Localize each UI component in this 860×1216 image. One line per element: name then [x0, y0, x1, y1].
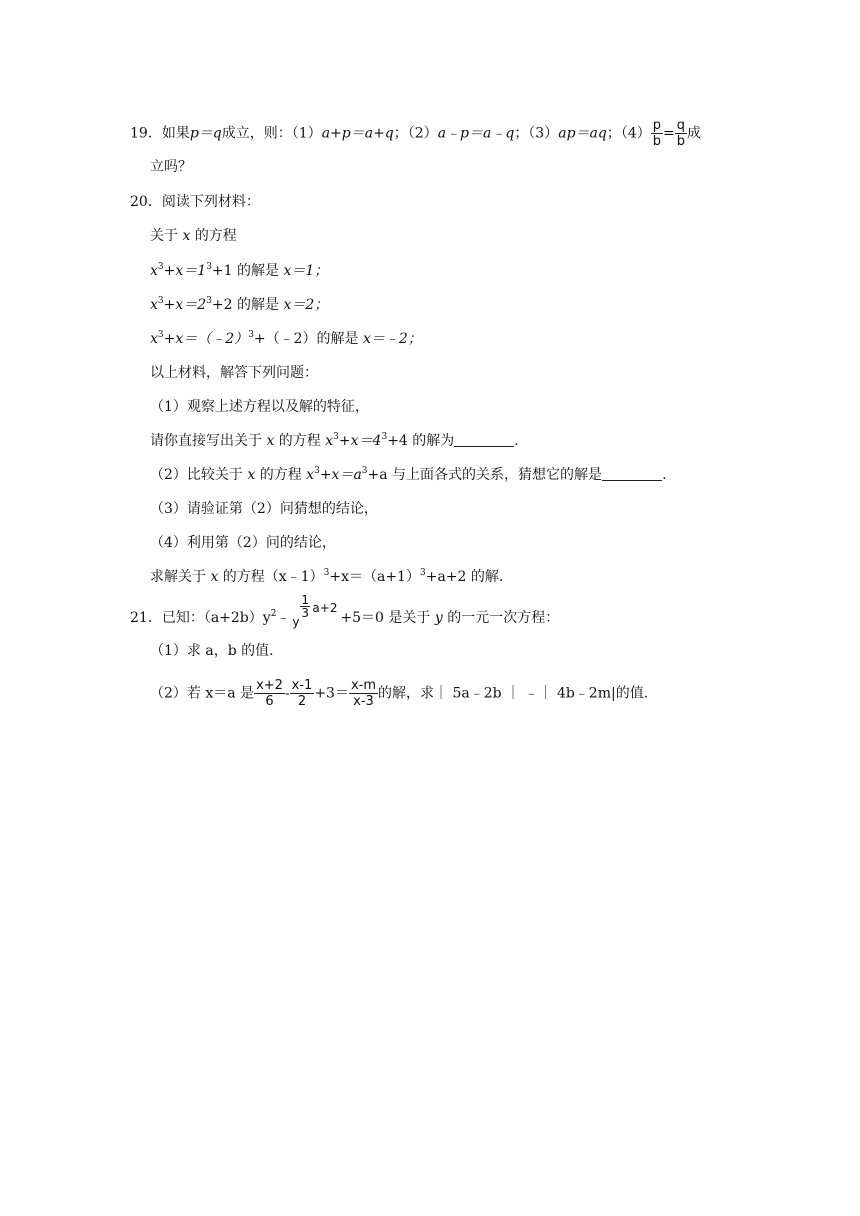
answer-blank[interactable] — [454, 433, 514, 447]
q20-example-1: $x^3+x=1^3+1$ 的解是 x＝1； — [150, 262, 329, 279]
q21-part-1: （1）求 a，b 的值. — [150, 643, 274, 659]
q20-example-2: $x^3+x=2^3+2$ 的解是 x＝2； — [150, 296, 329, 313]
fraction-p-over-b: $\frac{p}{b}$ — [652, 118, 662, 149]
q20-example-3: $x^3+x=(﹣2)^3+(﹣2)$的解是 x＝﹣2； — [150, 330, 422, 347]
text: 成 — [687, 125, 702, 142]
math: a+p＝a+q — [321, 125, 394, 142]
question-21-line1: 21．已知：$(a+2b)y^2﹣$ 1 3 y a+2 +5＝0 是关于 y 的一元一次方程： — [130, 593, 560, 629]
q21-part-2: （2）若 x＝a 是 $\frac{x+2}{6}$ - $\frac{x-1}{2}$ +3＝ $\frac{x-m}{x-3}$ 的解，求｜ 5a﹣2b ｜ ﹣｜ 4b﹣2m|的值. — [150, 678, 649, 709]
fraction-1: $\frac{x+2}{6}$ — [256, 678, 283, 709]
math: x — [182, 228, 191, 244]
math: ap＝aq — [558, 125, 607, 142]
fraction-3: $\frac{x-m}{x-3}$ — [350, 678, 377, 709]
q20-intro: 以上材料，解答下列问题： — [150, 365, 318, 381]
text: ；（2） — [393, 125, 438, 142]
math: a﹣p＝a﹣q — [437, 125, 515, 142]
answer-blank[interactable] — [602, 467, 662, 481]
text: ；（3） — [514, 125, 559, 142]
q20-part-1-question: 请你直接写出关于 x 的方程 $x^3+x=4^3+4$ 的解为 . — [150, 432, 519, 449]
q20-part-1: （1）观察上述方程以及解的特征， — [150, 399, 369, 415]
q20-part-3: （3）请验证第（2）问猜想的结论， — [150, 501, 378, 517]
question-number: 20． — [130, 194, 162, 210]
q20-part-4: （4）利用第（2）问的结论， — [150, 535, 336, 551]
text: ；（4） — [606, 125, 651, 142]
fraction-q-over-b: $\frac{q}{b}$ — [676, 118, 686, 149]
question-19-line2: 立吗？ — [150, 159, 192, 175]
text: 阅读下列材料： — [161, 194, 260, 210]
text: 关于 — [150, 228, 178, 244]
q20-part-4-question: 求解关于 x 的方程$(x﹣1)^3+x=(a+1)^3+a+2$ 的解. — [150, 568, 504, 585]
text: 的方程 — [194, 228, 237, 244]
question-20-title — [130, 192, 260, 212]
text: 如果 — [161, 125, 190, 142]
math: p＝q — [189, 125, 222, 142]
text: 成立，则：（1） — [221, 125, 322, 142]
equals-sign: = — [663, 125, 675, 142]
question-number: 19． — [130, 125, 162, 142]
q20-about — [150, 226, 237, 246]
question-number: 21． — [130, 610, 162, 626]
y-power-expression: 1 3 y a+2 — [292, 593, 338, 629]
question-19-line1 — [130, 118, 701, 149]
q20-part-2: （2）比较关于 x 的方程 $x^3+x=a^3+a$ 与上面各式的关系，猜想它的解是 . — [150, 466, 667, 483]
fraction-2: $\frac{x-1}{2}$ — [291, 678, 313, 709]
